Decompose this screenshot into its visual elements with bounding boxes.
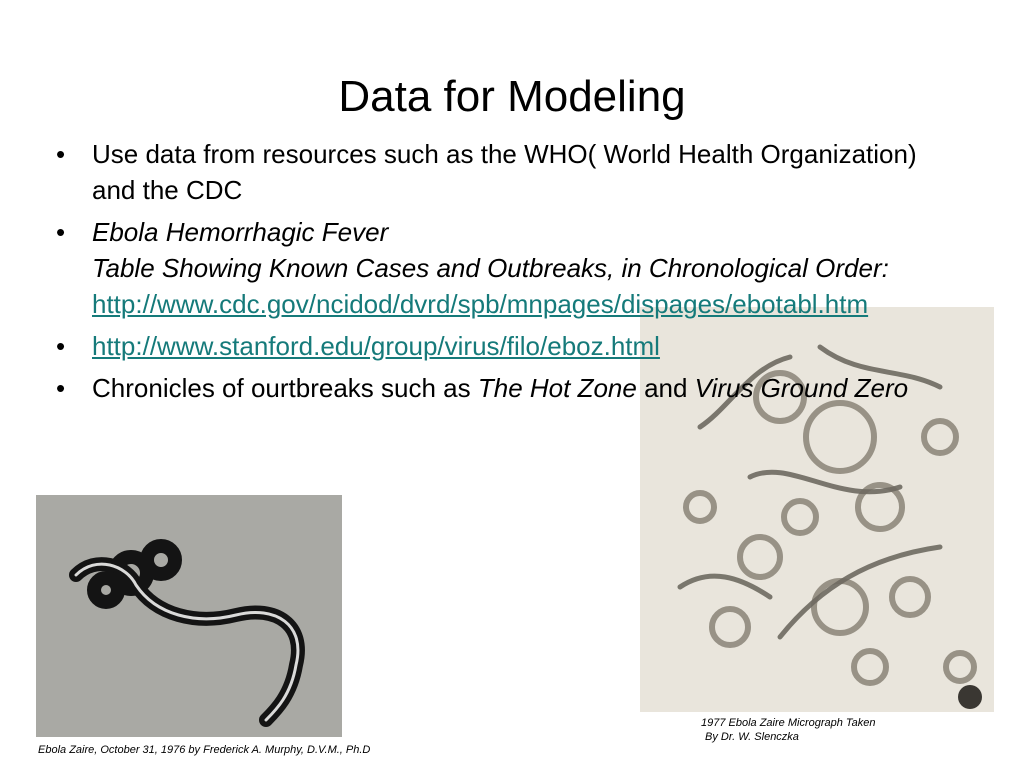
bullet-item-stanford-link bbox=[56, 328, 956, 364]
bullet-item-chronicles bbox=[56, 370, 922, 406]
micrograph-caption bbox=[701, 716, 875, 744]
bullet-marker: • bbox=[56, 373, 66, 403]
bullet-list bbox=[56, 136, 956, 412]
image-caption: Ebola Zaire, October 31, 1976 by Frederick A. Murphy, D.V.M., Ph.D bbox=[38, 744, 371, 756]
book-title-hot-zone: The Hot Zone bbox=[477, 373, 637, 403]
ebola-zaire-1976-image bbox=[36, 495, 342, 737]
caption-line: 1977 Ebola Zaire Micrograph Taken bbox=[701, 717, 876, 729]
bullet-marker: • bbox=[56, 139, 66, 169]
chronicles-text: Chronicles of ourtbreaks such as bbox=[92, 373, 478, 403]
book-title-virus-ground-zero: Virus Ground Zero bbox=[694, 373, 909, 403]
bullet-marker: • bbox=[56, 217, 66, 247]
cdc-link[interactable]: http://www.cdc.gov/ncidod/dvrd/spb/mnpages/dispages/ebotabl.htm bbox=[92, 289, 869, 319]
ebola-heading: Ebola Hemorrhagic Fever bbox=[92, 217, 389, 247]
caption-line: By Dr. W. Slenczka bbox=[705, 731, 799, 743]
bullet-marker: • bbox=[56, 331, 66, 361]
slide-title: Data for Modeling bbox=[338, 72, 686, 121]
stanford-link[interactable]: http://www.stanford.edu/group/virus/filo/eboz.html bbox=[92, 331, 660, 361]
table-description: Table Showing Known Cases and Outbreaks, in Chronological Order: bbox=[92, 253, 889, 283]
bullet-item-data-sources bbox=[56, 136, 956, 208]
bullet-text: Use data from resources such as the WHO( World Health Organization) and the CDC bbox=[92, 139, 917, 205]
chronicles-and: and bbox=[636, 373, 695, 403]
bullet-item-ebola-table bbox=[56, 214, 956, 322]
